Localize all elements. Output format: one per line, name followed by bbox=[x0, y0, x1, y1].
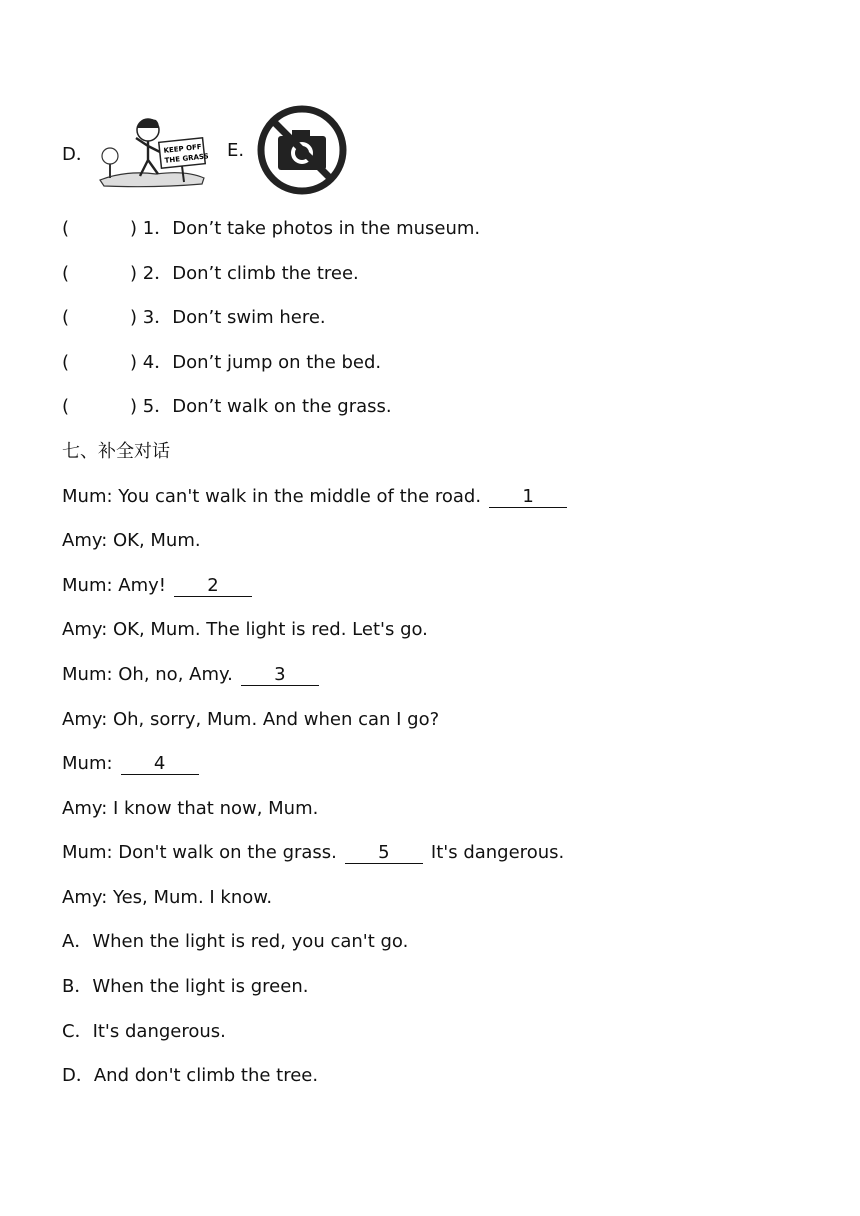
item-text: 3．Don’t swim here. bbox=[142, 307, 326, 328]
paren-close: ) bbox=[130, 352, 138, 373]
keep-off-grass-icon bbox=[96, 112, 208, 190]
matching-item bbox=[62, 306, 326, 330]
answer-blank[interactable]: ( bbox=[62, 352, 70, 373]
matching-item bbox=[62, 395, 392, 419]
dialogue-line: Amy: OK, Mum. bbox=[62, 530, 201, 551]
sign-text: KEEP OFF bbox=[163, 142, 202, 155]
no-photos-picture bbox=[256, 104, 348, 196]
dialogue-line: Mum: You can't walk in the middle of the road. 1 bbox=[62, 485, 567, 509]
no-camera-icon bbox=[256, 104, 348, 196]
answer-blank[interactable]: ( bbox=[62, 396, 70, 417]
answer-option: B．When the light is green. bbox=[62, 976, 309, 997]
matching-item bbox=[62, 262, 359, 286]
dialogue-blank[interactable]: 5 bbox=[345, 843, 423, 864]
answer-blank[interactable]: ( bbox=[62, 263, 70, 284]
paren-close: ) bbox=[130, 396, 138, 417]
matching-item bbox=[62, 351, 381, 375]
item-text: 5．Don’t walk on the grass. bbox=[142, 396, 392, 417]
dialogue-line: Mum: 4 bbox=[62, 752, 199, 776]
option-d-label: D． bbox=[62, 144, 94, 165]
dialogue-line: Amy: I know that now, Mum. bbox=[62, 798, 319, 819]
section-title: 七、补全对话 bbox=[62, 441, 170, 462]
option-e-label: E. bbox=[227, 140, 245, 161]
dialogue-blank[interactable]: 1 bbox=[489, 487, 567, 508]
dialogue-line: Mum: Oh, no, Amy. 3 bbox=[62, 663, 319, 687]
answer-option: A．When the light is red, you can't go. bbox=[62, 931, 409, 952]
item-text: 2．Don’t climb the tree. bbox=[142, 263, 359, 284]
item-text: 4．Don’t jump on the bed. bbox=[142, 352, 382, 373]
dialogue-blank[interactable]: 3 bbox=[241, 665, 319, 686]
sign-text: THE GRASS bbox=[164, 152, 208, 165]
paren-close: ) bbox=[130, 218, 138, 239]
dialogue-blank[interactable]: 4 bbox=[121, 754, 199, 775]
matching-item bbox=[62, 217, 480, 241]
dialogue-line: Amy: Yes, Mum. I know. bbox=[62, 887, 273, 908]
item-text: 1．Don’t take photos in the museum. bbox=[142, 218, 481, 239]
answer-blank[interactable]: ( bbox=[62, 218, 70, 239]
dialogue-line: Amy: Oh, sorry, Mum. And when can I go? bbox=[62, 709, 440, 730]
dialogue-blank[interactable]: 2 bbox=[174, 576, 252, 597]
dialogue-line: Mum: Don't walk on the grass. 5 It's dangerous. bbox=[62, 842, 565, 863]
paren-close: ) bbox=[130, 307, 138, 328]
dialogue-line: Mum: Amy! 2 bbox=[62, 574, 252, 598]
paren-close: ) bbox=[130, 263, 138, 284]
answer-blank[interactable]: ( bbox=[62, 307, 70, 328]
answer-option: C．It's dangerous. bbox=[62, 1021, 226, 1042]
dialogue-line: Amy: OK, Mum. The light is red. Let's go. bbox=[62, 619, 428, 640]
keep-off-grass-picture bbox=[96, 112, 208, 190]
answer-option: D．And don't climb the tree. bbox=[62, 1065, 319, 1086]
